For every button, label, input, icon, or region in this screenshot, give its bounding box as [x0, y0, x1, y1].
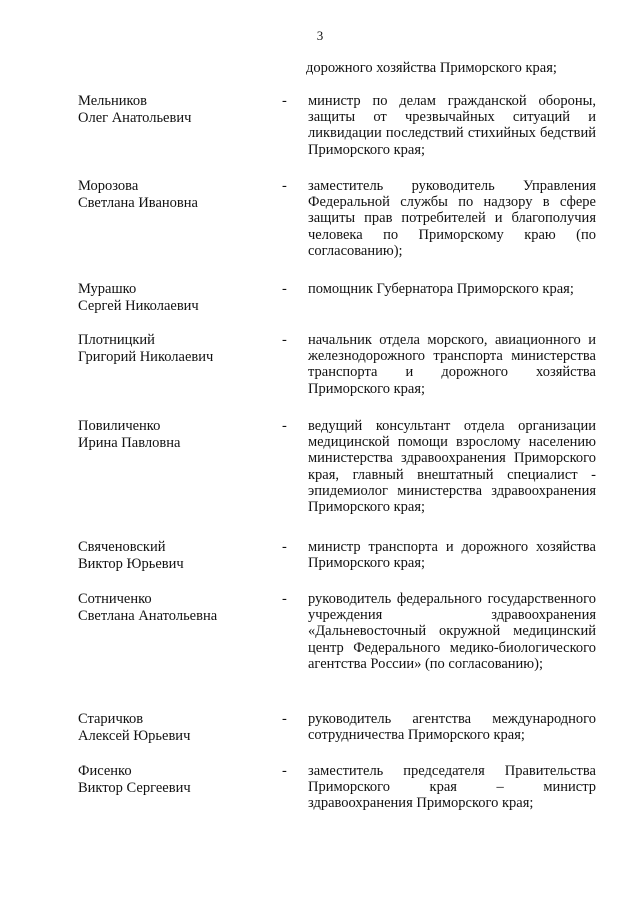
- member-role: заместитель председателя Правительства Приморского края – министр здравоохранения Приморского края;: [308, 763, 596, 812]
- member-role: министр по делам гражданской обороны, защиты от чрезвычайных ситуаций и ликвидации последствий стихийных бедствий Приморского края;: [308, 93, 596, 158]
- member-name: [78, 281, 268, 315]
- member-role: помощник Губернатора Приморского края;: [308, 281, 574, 297]
- member-given-name: Светлана Анатольевна: [78, 608, 218, 624]
- member-role: руководитель федерального государственного учреждения здравоохранения «Дальневосточный окружной медицинский центр Федерального медико-биологического агентства России» (по согласованию);: [308, 591, 596, 672]
- member-name: [78, 418, 268, 452]
- member-role: заместитель руководитель Управления Федеральной службы по надзору в сфере защиты прав потребителей и благополучия человека по Приморскому краю (по согласованию);: [308, 178, 596, 259]
- separator-dash: -: [282, 332, 287, 348]
- separator-dash: -: [282, 93, 287, 109]
- member-role: министр транспорта и дорожного хозяйства Приморского края;: [308, 539, 596, 572]
- member-given-name: Олег Анатольевич: [78, 110, 192, 126]
- member-given-name: Светлана Ивановна: [78, 195, 198, 211]
- member-given-name: Григорий Николаевич: [78, 349, 214, 365]
- member-name: [78, 539, 268, 573]
- member-surname: Фисенко: [78, 763, 132, 779]
- member-role: руководитель агентства международного сотрудничества Приморского края;: [308, 711, 596, 744]
- member-given-name: Сергей Николаевич: [78, 298, 199, 314]
- member-name: [78, 332, 268, 366]
- separator-dash: -: [282, 591, 287, 607]
- member-given-name: Алексей Юрьевич: [78, 728, 191, 744]
- member-surname: Морозова: [78, 178, 139, 194]
- member-role: ведущий консультант отдела организации медицинской помощи взрослому населению министерства здравоохранения Приморского края, главный внештатный специалист - эпидемиолог министерства здравоохранения Приморского края;: [308, 418, 596, 516]
- member-given-name: Ирина Павловна: [78, 435, 181, 451]
- member-name: [78, 178, 268, 212]
- separator-dash: -: [282, 711, 287, 727]
- member-surname: Плотницкий: [78, 332, 155, 348]
- member-surname: Повиличенко: [78, 418, 161, 434]
- separator-dash: -: [282, 178, 287, 194]
- member-given-name: Виктор Юрьевич: [78, 556, 184, 572]
- member-name: [78, 93, 268, 127]
- member-surname: Свяченовский: [78, 539, 166, 555]
- member-surname: Старичков: [78, 711, 144, 727]
- separator-dash: -: [282, 763, 287, 779]
- separator-dash: -: [282, 418, 287, 434]
- member-name: [78, 763, 268, 797]
- member-surname: Мурашко: [78, 281, 137, 297]
- separator-dash: -: [282, 281, 287, 297]
- member-name: [78, 591, 268, 625]
- member-surname: Сотниченко: [78, 591, 152, 607]
- page-number: 3: [316, 28, 324, 43]
- member-surname: Мельников: [78, 93, 147, 109]
- member-given-name: Виктор Сергеевич: [78, 780, 191, 796]
- continuation-text: дорожного хозяйства Приморского края;: [306, 60, 557, 76]
- member-name: [78, 711, 268, 745]
- separator-dash: -: [282, 539, 287, 555]
- member-role: начальник отдела морского, авиационного и железнодорожного транспорта министерства транспорта и дорожного хозяйства Приморского края;: [308, 332, 596, 397]
